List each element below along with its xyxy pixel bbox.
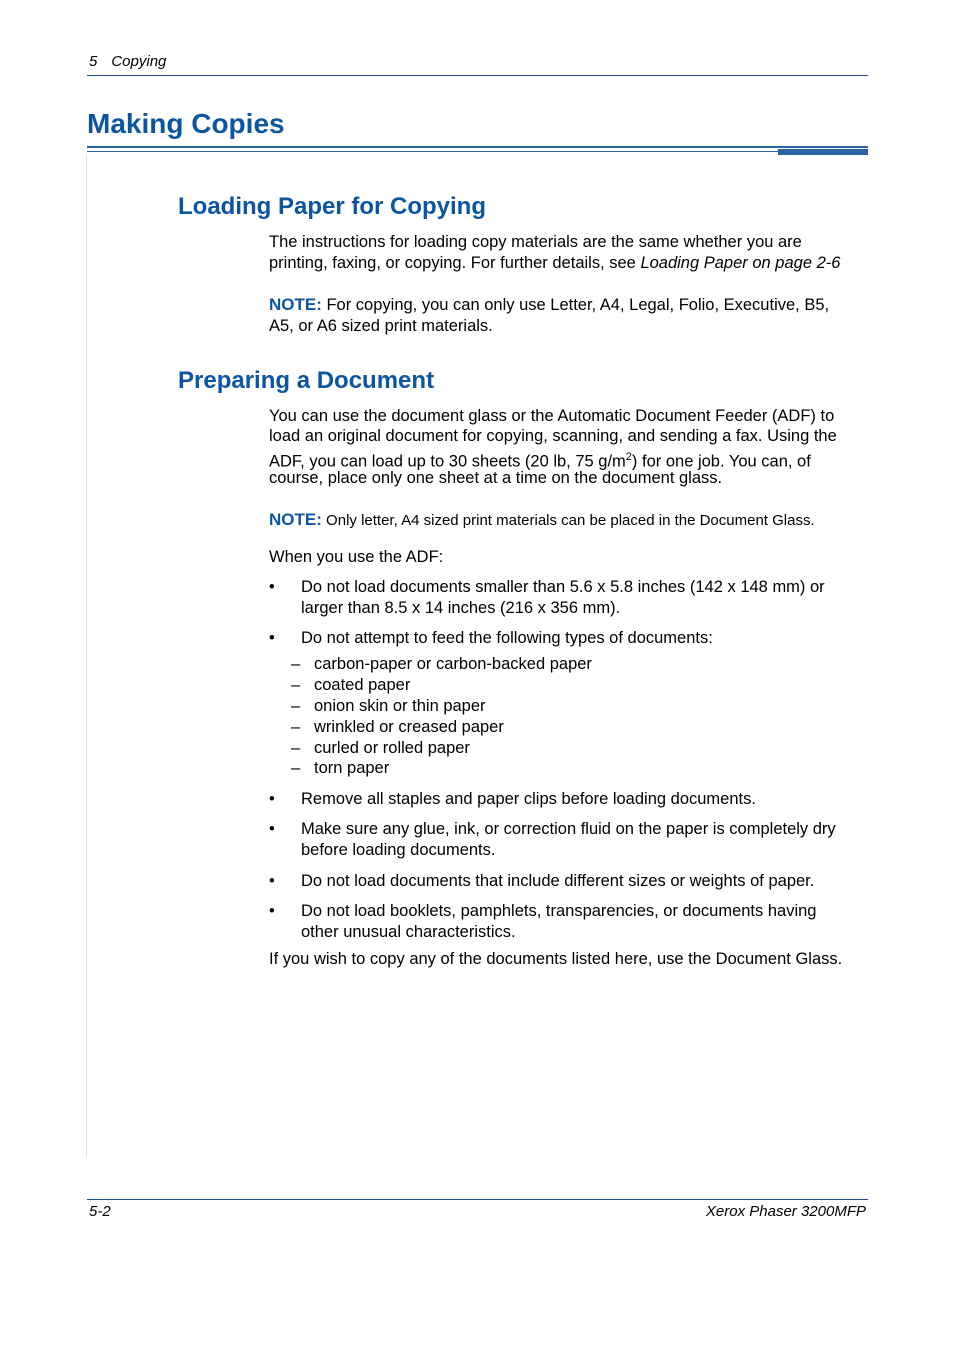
dash-marker: –	[291, 739, 301, 757]
cross-reference-link[interactable]: Loading Paper on page 2-6	[640, 254, 841, 272]
margin-line	[86, 155, 87, 1157]
footer-divider	[87, 1199, 868, 1200]
paragraph-text: ADF, you can load up to 30 sheets (20 lb, 75 g/m	[269, 452, 626, 471]
list-item: other unusual characteristics.	[301, 923, 516, 941]
sub-list-item: carbon-paper or carbon-backed paper	[314, 655, 592, 673]
title-accent-bar	[778, 149, 868, 155]
paragraph-line	[269, 253, 840, 274]
section-heading-loading-paper: Loading Paper for Copying	[178, 193, 487, 220]
note	[269, 294, 829, 316]
paragraph-line: load an original document for copying, scanning, and sending a fax. Using the	[269, 427, 837, 445]
note-label: NOTE:	[269, 295, 322, 314]
note-label: NOTE:	[269, 510, 322, 529]
sub-list-item: wrinkled or creased paper	[314, 718, 504, 736]
note	[269, 509, 815, 531]
list-item: Make sure any glue, ink, or correction fluid on the paper is completely dry	[301, 820, 836, 838]
paragraph-text: printing, faxing, or copying. For further details, see	[269, 254, 641, 272]
dash-marker: –	[291, 718, 301, 736]
product-name: Xerox Phaser 3200MFP	[705, 1203, 866, 1220]
bullet-marker: •	[269, 820, 275, 838]
list-item: Do not attempt to feed the following types of documents:	[301, 629, 713, 647]
bullet-marker: •	[269, 629, 275, 647]
dash-marker: –	[291, 676, 301, 694]
page-title: Making Copies	[87, 108, 285, 139]
section-heading-preparing-document: Preparing a Document	[178, 367, 435, 394]
header-divider	[87, 75, 868, 76]
list-item: Do not load documents smaller than 5.6 x 5.8 inches (142 x 148 mm) or	[301, 578, 825, 596]
chapter-title: Copying	[111, 53, 167, 70]
sub-list-item: onion skin or thin paper	[314, 697, 486, 715]
list-item: larger than 8.5 x 14 inches (216 x 356 mm).	[301, 599, 621, 617]
note-text: A5, or A6 sized print materials.	[269, 317, 493, 335]
paragraph-line: course, place only one sheet at a time on the document glass.	[269, 469, 723, 487]
dash-marker: –	[291, 697, 301, 715]
list-item: before loading documents.	[301, 841, 496, 859]
running-header	[89, 53, 166, 70]
adf-intro: When you use the ADF:	[269, 548, 444, 566]
paragraph-line: The instructions for loading copy materials are the same whether you are	[269, 233, 802, 251]
page-number: 5-2	[89, 1203, 111, 1220]
list-item: Do not load documents that include different sizes or weights of paper.	[301, 872, 815, 890]
bullet-marker: •	[269, 902, 275, 920]
list-item: Remove all staples and paper clips before loading documents.	[301, 790, 756, 808]
note-text: Only letter, A4 sized print materials can be placed in the Document Glass.	[321, 512, 815, 529]
sub-list-item: curled or rolled paper	[314, 739, 470, 757]
dash-marker: –	[291, 655, 301, 673]
chapter-number: 5	[89, 53, 98, 70]
bullet-marker: •	[269, 872, 275, 890]
paragraph-text: ) for one job. You can, of	[631, 452, 811, 471]
list-item: Do not load booklets, pamphlets, transparencies, or documents having	[301, 902, 817, 920]
dash-marker: –	[291, 759, 301, 777]
bullet-marker: •	[269, 578, 275, 596]
sub-list-item: coated paper	[314, 676, 411, 694]
bullet-marker: •	[269, 790, 275, 808]
sub-list-item: torn paper	[314, 759, 390, 777]
title-divider	[87, 146, 868, 148]
superscript: 2	[625, 451, 632, 463]
paragraph-line: You can use the document glass or the Automatic Document Feeder (ADF) to	[269, 407, 835, 425]
title-divider-thin	[87, 151, 778, 152]
note-text: For copying, you can only use Letter, A4, Legal, Folio, Executive, B5,	[321, 296, 830, 314]
closing-paragraph: If you wish to copy any of the documents listed here, use the Document Glass.	[269, 950, 843, 968]
